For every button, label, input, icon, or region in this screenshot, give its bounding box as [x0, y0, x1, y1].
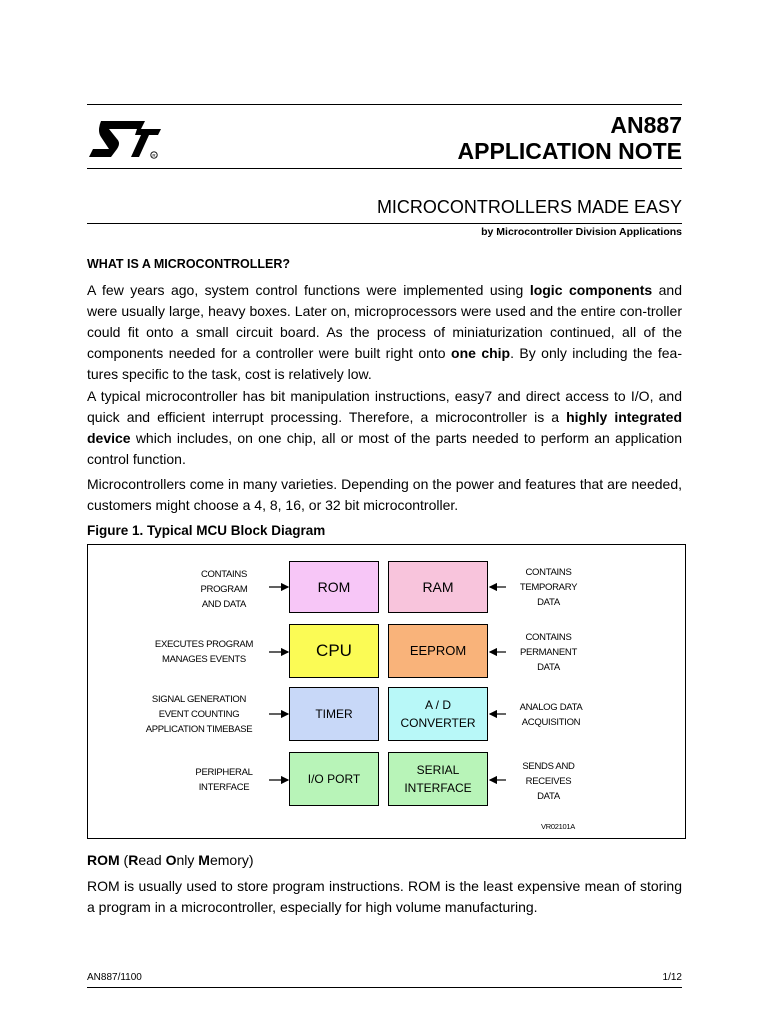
- footer-rule: [87, 987, 682, 988]
- p2-bold: highly integrated device: [87, 409, 683, 446]
- io-port-block: [289, 752, 379, 806]
- byline: by Microcontroller Division Applications: [481, 226, 682, 238]
- svg-text:R: R: [152, 152, 156, 158]
- io-block-label: I/O PORT: [307, 772, 361, 786]
- diagram-label-line: PERMANENT: [520, 647, 577, 658]
- figure-caption: Figure 1. Typical MCU Block Diagram: [87, 523, 326, 538]
- serial-interface-block: [388, 752, 488, 806]
- section-heading: WHAT IS A MICROCONTROLLER?: [87, 257, 290, 271]
- footer-page-number: 1/12: [662, 972, 682, 983]
- p2-text-a: A typical microcontroller has bit manipulation instructions, easy7 and direct access to I/O, and quick and efficient interrupt processing. Therefore, a microcontroller is a: [87, 388, 682, 425]
- diagram-label-line: EXECUTES PROGRAM: [154, 639, 254, 650]
- rom-block-label: ROM: [317, 579, 351, 595]
- title-rule: [87, 223, 682, 224]
- diagram-label-line: MANAGES EVENTS: [162, 654, 246, 665]
- ad-block-label-2: CONVERTER: [400, 716, 476, 730]
- eeprom-block: [388, 624, 488, 678]
- cpu-block-label: CPU: [316, 641, 352, 660]
- figure-code: VR02101A: [541, 822, 575, 831]
- st-logo-icon: [87, 113, 167, 163]
- diagram-label-line: CONTAINS: [201, 569, 247, 580]
- diagram-label-line: AND DATA: [201, 599, 247, 610]
- diagram-label-line: SENDS AND: [522, 761, 575, 772]
- p1-text-c: and were usually large, heavy boxes. Later on, microprocessors were used and the entire con-troller could fit onto a small circuit board. As the process of miniaturization continued, all of the components needed for a controller were built right onto: [87, 282, 682, 361]
- header-rule: [87, 168, 682, 169]
- doc-type: APPLICATION NOTE: [457, 138, 682, 164]
- diagram-label-line: RECEIVES: [525, 776, 572, 787]
- rom-heading: ROM (Read Only Memory): [87, 852, 254, 868]
- doc-number: AN887: [610, 112, 682, 138]
- diagram-label-line: DATA: [537, 791, 560, 802]
- cpu-description: [144, 637, 264, 667]
- ram-description: [506, 565, 591, 610]
- cpu-block: [289, 624, 379, 678]
- p2-text-c: which includes, on one chip, all or most of the parts needed to perform an application control function.: [87, 430, 682, 467]
- diagram-label-line: DATA: [537, 597, 560, 608]
- diagram-label-line: DATA: [537, 662, 560, 673]
- top-rule: [87, 104, 682, 105]
- eeprom-block-label: EEPROM: [409, 643, 467, 658]
- timer-description: [134, 692, 264, 737]
- paragraph-2: [87, 386, 682, 470]
- logo-text: [167, 113, 168, 114]
- paragraph-1: [87, 280, 682, 385]
- eeprom-description: [506, 630, 591, 675]
- diagram-label-line: SIGNAL GENERATION: [151, 694, 247, 705]
- serial-block-label-1: SERIAL: [416, 763, 460, 777]
- st-logo: [87, 113, 167, 163]
- diagram-label-line: CONTAINS: [525, 632, 572, 643]
- rom-paragraph: ROM is usually used to store program instructions. ROM is the least expensive mean of storing a program in a microcontroller, especially for high volume manufacturing.: [87, 878, 682, 915]
- footer-doc-ref: AN887/1100: [87, 972, 142, 983]
- p1-text-d: . By only including the fea-tures specific to the task, cost is relatively low.: [87, 345, 682, 382]
- diagram-label-line: PROGRAM: [200, 584, 248, 595]
- block-diagram: [87, 544, 686, 839]
- timer-block: [289, 687, 379, 741]
- paragraph-3: Microcontrollers come in many varieties. Depending on the power and features that are needed, customers might choose a 4, 8, 16, or 32 bit microcontroller.: [87, 476, 682, 513]
- ad-block-label-1: A / D: [424, 698, 451, 712]
- p1-bold-1: logic components: [529, 282, 653, 298]
- ad-converter-block: [388, 687, 488, 741]
- diagram-label-line: EVENT COUNTING: [158, 709, 240, 720]
- ram-block: [388, 561, 488, 613]
- diagram-label-line: INTERFACE: [198, 782, 250, 793]
- p1-bold-2: one chip: [451, 345, 511, 361]
- diagram-label-line: ACQUISITION: [521, 717, 581, 728]
- diagram-label-line: APPLICATION TIMEBASE: [145, 724, 253, 735]
- serial-description: [506, 759, 591, 804]
- rom-description: [184, 567, 264, 612]
- p1-text-a: A few years ago, system control functions were implemented using: [87, 282, 530, 298]
- ram-block-label: RAM: [422, 579, 454, 595]
- timer-block-label: TIMER: [315, 707, 353, 721]
- diagram-label-line: CONTAINS: [525, 567, 572, 578]
- page-title: MICROCONTROLLERS MADE EASY: [376, 197, 682, 217]
- rom-block: [289, 561, 379, 613]
- diagram-label-line: ANALOG DATA: [519, 702, 583, 713]
- serial-block-label-2: INTERFACE: [404, 781, 472, 795]
- diagram-label-line: PERIPHERAL: [195, 767, 253, 778]
- io-description: [184, 765, 264, 795]
- ad-description: [506, 700, 596, 730]
- diagram-label-line: TEMPORARY: [519, 582, 578, 593]
